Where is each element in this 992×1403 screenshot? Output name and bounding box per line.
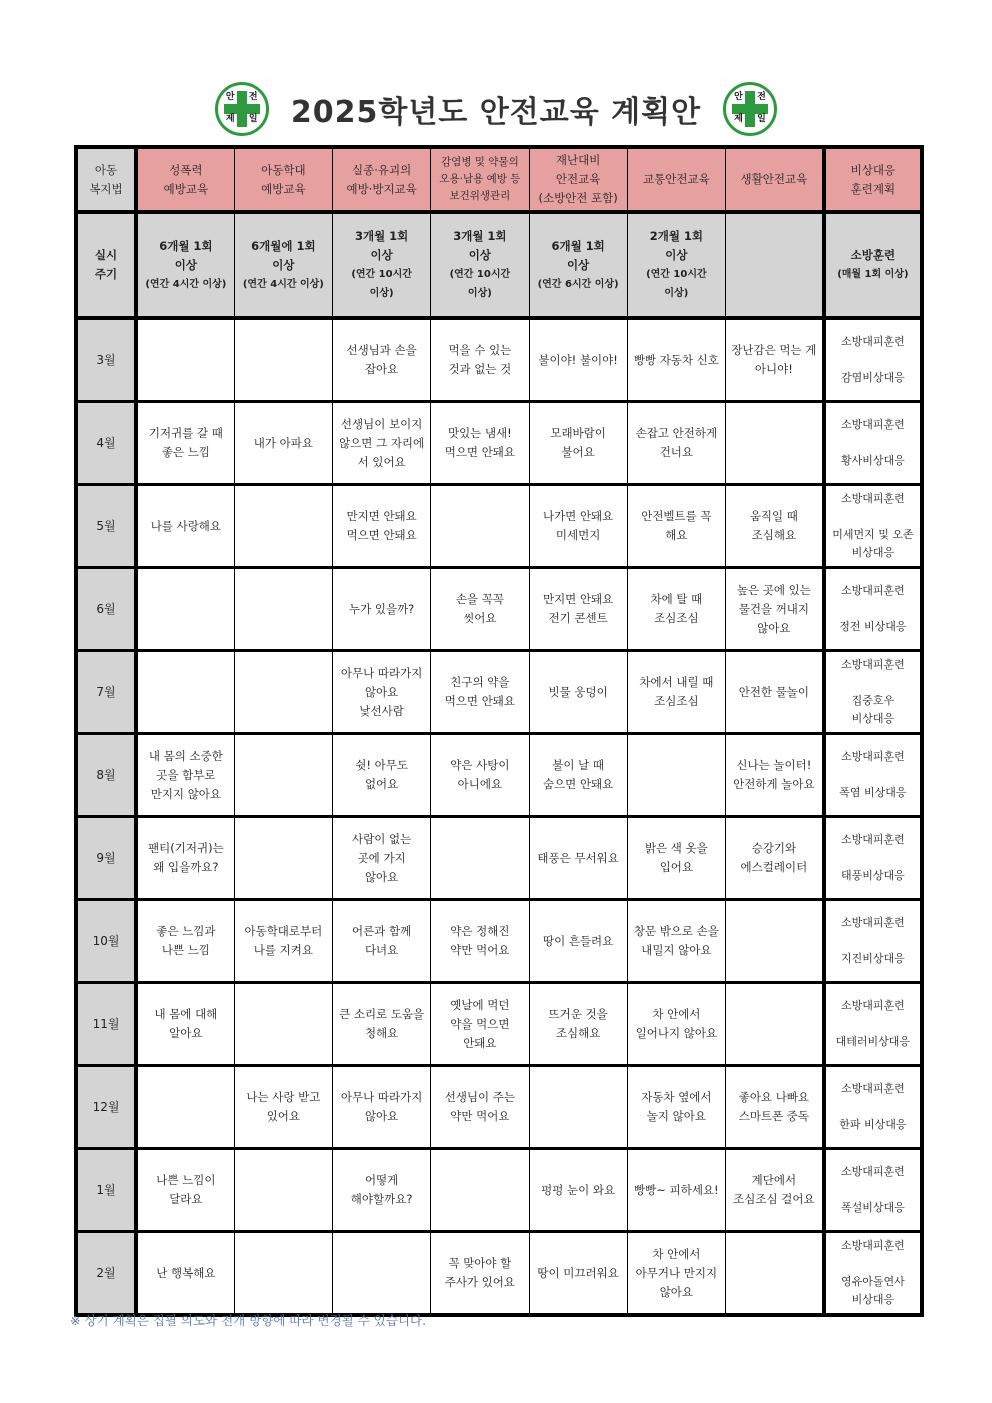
header-cell: 실종·유괴의 예방·방지교육 xyxy=(333,147,431,212)
month-row xyxy=(76,1232,922,1316)
plan-cell: 빵빵~ 피하세요! xyxy=(627,1149,725,1232)
frequency-main: 2개월 1회 이상 xyxy=(649,229,704,262)
plan-cell xyxy=(529,1066,627,1149)
plan-cell xyxy=(234,318,332,402)
frequency-sub: (연간 10시간 이상) xyxy=(646,269,707,299)
plan-cell xyxy=(136,1066,234,1149)
header-cell: 아동학대 예방교육 xyxy=(234,147,332,212)
plan-cell: 소방대피훈련 태풍비상대응 xyxy=(824,817,922,900)
plan-cell xyxy=(431,817,529,900)
plan-cell xyxy=(234,983,332,1066)
header-row xyxy=(76,147,922,212)
plan-cell: 약은 사탕이 아니에요 xyxy=(431,734,529,817)
plan-cell: 기저귀를 갈 때 좋은 느낌 xyxy=(136,402,234,485)
plan-cell: 장난감은 먹는 게 아니야! xyxy=(726,318,824,402)
title-area xyxy=(0,78,992,140)
frequency-main: 3개월 1회 이상 xyxy=(453,229,507,262)
plan-cell: 소방대피훈련 폭설비상대응 xyxy=(824,1149,922,1232)
plan-cell: 옛날에 먹던 약을 먹으면 안돼요 xyxy=(431,983,529,1066)
plan-cell: 아무나 따라가지 않아요 낯선사람 xyxy=(333,651,431,734)
plan-cell: 내 몸의 소중한 곳을 함부로 만지지 않아요 xyxy=(136,734,234,817)
plan-cell: 차 안에서 일어나지 않아요 xyxy=(627,983,725,1066)
header-cell: 성폭력 예방교육 xyxy=(136,147,234,212)
plan-cell: 팬티(기저귀)는 왜 입을까요? xyxy=(136,817,234,900)
plan-cell: 내 몸에 대해 알아요 xyxy=(136,983,234,1066)
month-label: 7월 xyxy=(76,651,136,734)
plan-cell: 차에서 내릴 때 조심조심 xyxy=(627,651,725,734)
safety-first-badge-icon: 안 전 제 일 xyxy=(723,82,777,136)
plan-cell xyxy=(234,651,332,734)
plan-cell xyxy=(234,817,332,900)
month-label: 10월 xyxy=(76,900,136,983)
frequency-cell xyxy=(234,212,332,318)
plan-cell: 소방대피훈련 미세먼지 및 오존 비상대응 xyxy=(824,485,922,568)
header-cell: 비상대응 훈련계획 xyxy=(824,147,922,212)
plan-cell: 펑펑 눈이 와요 xyxy=(529,1149,627,1232)
month-row xyxy=(76,734,922,817)
plan-cell: 누가 있을까? xyxy=(333,568,431,651)
plan-cell: 땅이 흔들려요 xyxy=(529,900,627,983)
plan-cell: 난 행복해요 xyxy=(136,1232,234,1316)
month-label: 8월 xyxy=(76,734,136,817)
plan-cell: 먹을 수 있는 것과 없는 것 xyxy=(431,318,529,402)
month-label: 9월 xyxy=(76,817,136,900)
frequency-label: 실시 주기 xyxy=(76,212,136,318)
plan-cell: 아무나 따라가지 않아요 xyxy=(333,1066,431,1149)
header-cell: 아동 복지법 xyxy=(76,147,136,212)
plan-cell: 소방대피훈련 지진비상대응 xyxy=(824,900,922,983)
plan-cell xyxy=(136,568,234,651)
plan-cell: 빵빵 자동차 신호 xyxy=(627,318,725,402)
header-cell: 재난대비 안전교육 (소방안전 포함) xyxy=(529,147,627,212)
plan-cell: 만지면 안돼요 먹으면 안돼요 xyxy=(333,485,431,568)
plan-cell: 안전한 물놀이 xyxy=(726,651,824,734)
plan-cell xyxy=(333,1232,431,1316)
month-row xyxy=(76,1066,922,1149)
frequency-cell xyxy=(824,212,922,318)
plan-cell: 땅이 미끄러워요 xyxy=(529,1232,627,1316)
plan-cell: 선생님이 보이지 않으면 그 자리에 서 있어요 xyxy=(333,402,431,485)
plan-cell xyxy=(234,568,332,651)
frequency-main: 6개월에 1회 이상 xyxy=(251,238,316,272)
safety-first-badge-icon: 안 전 제 일 xyxy=(215,82,269,136)
plan-cell: 계단에서 조심조심 걸어요 xyxy=(726,1149,824,1232)
plan-cell: 빗물 웅덩이 xyxy=(529,651,627,734)
month-label: 1월 xyxy=(76,1149,136,1232)
plan-cell: 만지면 안돼요 전기 콘센트 xyxy=(529,568,627,651)
plan-cell: 태풍은 무서워요 xyxy=(529,817,627,900)
plan-cell: 밝은 색 옷을 입어요 xyxy=(627,817,725,900)
plan-cell: 선생님이 주는 약만 먹어요 xyxy=(431,1066,529,1149)
frequency-sub: (매월 1회 이상) xyxy=(837,269,909,280)
plan-cell: 손잡고 안전하게 건너요 xyxy=(627,402,725,485)
month-label: 11월 xyxy=(76,983,136,1066)
frequency-cell xyxy=(529,212,627,318)
safety-plan-table xyxy=(74,145,924,1317)
plan-cell xyxy=(627,734,725,817)
plan-cell xyxy=(234,734,332,817)
plan-cell: 좋은 느낌과 나쁜 느낌 xyxy=(136,900,234,983)
plan-cell: 자동차 옆에서 놀지 않아요 xyxy=(627,1066,725,1149)
plan-cell: 차 안에서 아무거나 만지지 않아요 xyxy=(627,1232,725,1316)
plan-cell xyxy=(136,318,234,402)
plan-cell: 소방대피훈련 정전 비상대응 xyxy=(824,568,922,651)
plan-cell xyxy=(234,1149,332,1232)
month-label: 3월 xyxy=(76,318,136,402)
frequency-sub: (연간 4시간 이상) xyxy=(242,278,324,290)
month-row xyxy=(76,318,922,402)
plan-cell: 선생님과 손을 잡아요 xyxy=(333,318,431,402)
frequency-main: 3개월 1회 이상 xyxy=(354,229,409,262)
frequency-cell xyxy=(136,212,234,318)
plan-cell: 모래바람이 불어요 xyxy=(529,402,627,485)
plan-cell: 움직일 때 조심해요 xyxy=(726,485,824,568)
month-row xyxy=(76,817,922,900)
month-label: 4월 xyxy=(76,402,136,485)
plan-cell: 어른과 함께 다녀요 xyxy=(333,900,431,983)
plan-cell xyxy=(234,1232,332,1316)
plan-cell: 어떻게 해야할까요? xyxy=(333,1149,431,1232)
plan-cell: 차에 탈 때 조심조심 xyxy=(627,568,725,651)
footnote: ※ 상기 계획은 집필 의도와 전개 방향에 따라 변경될 수 있습니다. xyxy=(70,1313,427,1328)
plan-cell: 창문 밖으로 손을 내밀지 않아요 xyxy=(627,900,725,983)
plan-cell: 내가 아파요 xyxy=(234,402,332,485)
header-cell: 감염병 및 약물의 오용·남용 예방 등 보건위생관리 xyxy=(431,147,529,212)
plan-cell: 손을 꼭꼭 씻어요 xyxy=(431,568,529,651)
month-label: 6월 xyxy=(76,568,136,651)
plan-cell: 친구의 약을 먹으면 안돼요 xyxy=(431,651,529,734)
plan-cell: 나가면 안돼요 미세먼지 xyxy=(529,485,627,568)
plan-cell: 나쁜 느낌이 달라요 xyxy=(136,1149,234,1232)
plan-cell xyxy=(136,651,234,734)
month-row xyxy=(76,485,922,568)
frequency-main: 6개월 1회 이상 xyxy=(551,238,605,272)
plan-cell: 불이야! 불이야! xyxy=(529,318,627,402)
plan-cell: 사람이 없는 곳에 가지 않아요 xyxy=(333,817,431,900)
plan-cell: 큰 소리로 도움을 청해요 xyxy=(333,983,431,1066)
plan-cell xyxy=(431,1149,529,1232)
plan-cell: 소방대피훈련 집중호우 비상대응 xyxy=(824,651,922,734)
month-row xyxy=(76,651,922,734)
plan-cell: 소방대피훈련 영유아돌연사 비상대응 xyxy=(824,1232,922,1316)
plan-cell: 승강기와 에스컬레이터 xyxy=(726,817,824,900)
frequency-sub: (연간 6시간 이상) xyxy=(537,278,619,290)
plan-cell: 높은 곳에 있는 물건을 꺼내지 않아요 xyxy=(726,568,824,651)
plan-cell: 나를 사랑해요 xyxy=(136,485,234,568)
frequency-cell xyxy=(431,212,529,318)
plan-cell: 신나는 놀이터! 안전하게 놀아요 xyxy=(726,734,824,817)
frequency-cell xyxy=(333,212,431,318)
plan-cell xyxy=(726,402,824,485)
month-label: 2월 xyxy=(76,1232,136,1316)
plan-cell xyxy=(234,485,332,568)
plan-cell: 좋아요 나빠요 스마트폰 중독 xyxy=(726,1066,824,1149)
page-title: 2025학년도 안전교육 계획안 xyxy=(290,95,702,130)
month-row xyxy=(76,568,922,651)
plan-cell: 나는 사랑 받고 있어요 xyxy=(234,1066,332,1149)
plan-cell: 맛있는 냄새! 먹으면 안돼요 xyxy=(431,402,529,485)
plan-cell xyxy=(726,900,824,983)
plan-cell: 꼭 맞아야 할 주사가 있어요 xyxy=(431,1232,529,1316)
plan-cell: 뜨거운 것을 조심해요 xyxy=(529,983,627,1066)
plan-cell: 소방대피훈련 폭염 비상대응 xyxy=(824,734,922,817)
frequency-main: 6개월 1회 이상 xyxy=(159,238,213,272)
plan-cell: 약은 정해진 약만 먹어요 xyxy=(431,900,529,983)
frequency-row xyxy=(76,212,922,318)
frequency-sub: (연간 10시간 이상) xyxy=(449,269,511,299)
plan-cell xyxy=(726,983,824,1066)
header-cell: 교통안전교육 xyxy=(627,147,725,212)
plan-cell: 소방대피훈련 감염비상대응 xyxy=(824,318,922,402)
month-label: 5월 xyxy=(76,485,136,568)
frequency-cell xyxy=(627,212,725,318)
plan-cell: 소방대피훈련 대테러비상대응 xyxy=(824,983,922,1066)
month-row xyxy=(76,1149,922,1232)
plan-cell: 아동학대로부터 나를 지켜요 xyxy=(234,900,332,983)
plan-cell xyxy=(431,485,529,568)
plan-cell: 안전벨트를 꼭 해요 xyxy=(627,485,725,568)
plan-cell: 불이 날 때 숨으면 안돼요 xyxy=(529,734,627,817)
plan-cell xyxy=(726,1232,824,1316)
frequency-sub: (연간 4시간 이상) xyxy=(145,278,227,290)
plan-cell: 소방대피훈련 한파 비상대응 xyxy=(824,1066,922,1149)
month-label: 12월 xyxy=(76,1066,136,1149)
frequency-sub: (연간 10시간 이상) xyxy=(351,269,412,299)
frequency-main: 소방훈련 xyxy=(850,248,896,262)
plan-cell: 소방대피훈련 황사비상대응 xyxy=(824,402,922,485)
month-row xyxy=(76,402,922,485)
month-row xyxy=(76,983,922,1066)
month-row xyxy=(76,900,922,983)
frequency-cell xyxy=(726,212,824,318)
header-cell: 생활안전교육 xyxy=(726,147,824,212)
plan-cell: 쉿! 아무도 없어요 xyxy=(333,734,431,817)
